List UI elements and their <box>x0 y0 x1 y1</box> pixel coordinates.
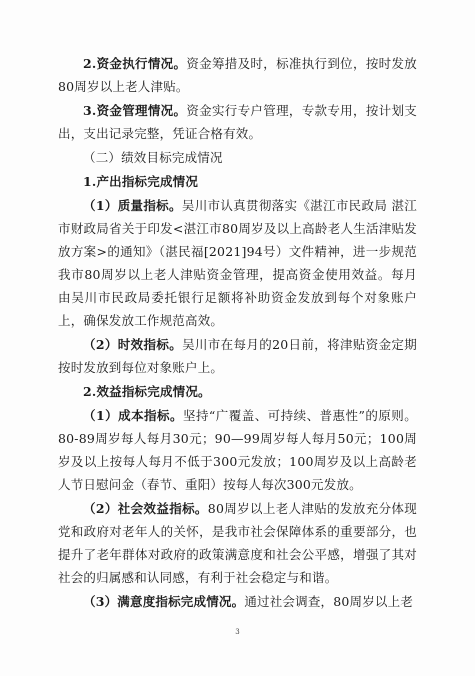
paragraph-social-benefit-indicator: （2）社会效益指标。80周岁以上老人津贴的发放充分体现党和政府对老年人的关怀，是我市社会保障体系的重要部分，也提升了老年群体对政府的政策满意度和社会公平感，增强了其对社会的归属感和认同感，有利于社会稳定与和谐。 <box>58 501 417 585</box>
paragraph-timeliness-indicator: （2）时效指标。吴川市在每月的20日前，将津贴资金定期按时发放到每位对象账户上。 <box>58 337 417 375</box>
paragraph-cost-indicator: （1）成本指标。坚持“广覆盖、可持续、普惠性”的原则。80-89周岁每人每月30元；90—99周岁每人每月50元；100周岁及以上按每人每月不低于300元发放；100周岁及以上高龄老人节日慰问金（春节、重阳）按每人每次300元发放。 <box>58 408 417 492</box>
paragraph-fund-execution: 2.资金执行情况。资金筹措及时，标准执行到位，按时发放80周岁以上老人津贴。 <box>58 56 417 94</box>
page-number: 3 <box>235 628 240 636</box>
section-heading-performance: （二）绩效目标完成情况 <box>83 150 223 165</box>
subheading-output-indicators: 1.产出指标完成情况 <box>83 174 199 189</box>
subheading-benefit-indicators: 2.效益指标完成情况。 <box>83 384 211 399</box>
document-body <box>58 52 417 614</box>
paragraph-satisfaction-indicator: （3）满意度指标完成情况。通过社会调查，80周岁以上老 <box>83 594 414 609</box>
paragraph-quality-indicator: （1）质量指标。吴川市认真贯彻落实《湛江市民政局 湛江市财政局省关于印发<湛江市80周岁及以上高龄老人生活津贴发放方案>的通知》（湛民福[2021]94号）文件精神，进一步规范我市80周岁以上老人津贴资金管理，提高资金使用效益。每月由吴川市民政局委托银行足额将补助资金发放到每个对象账户上，确保发放工作规范高效。 <box>58 198 417 328</box>
paragraph-fund-management: 3.资金管理情况。资金实行专户管理，专款专用，按计划支出，支出记录完整，凭证合格有效。 <box>58 103 417 141</box>
